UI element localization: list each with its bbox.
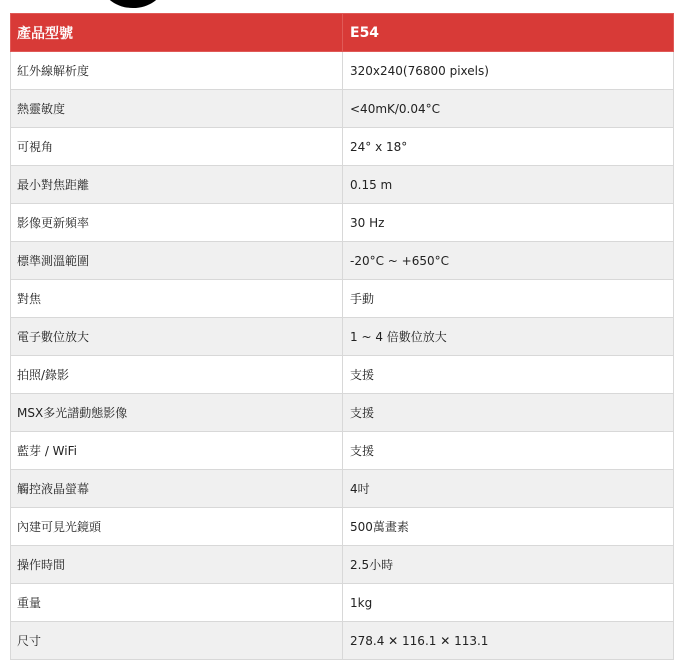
spec-label: MSX多光譜動態影像 xyxy=(11,394,343,432)
cropped-logo-shape xyxy=(103,0,163,8)
table-row xyxy=(11,204,674,242)
table-row xyxy=(11,318,674,356)
spec-value: 500萬畫素 xyxy=(343,508,674,546)
spec-value: 2.5小時 xyxy=(343,546,674,584)
spec-label: 標準測溫範圍 xyxy=(11,242,343,280)
table-row xyxy=(11,394,674,432)
spec-label: 操作時間 xyxy=(11,546,343,584)
table-row xyxy=(11,90,674,128)
spec-value: 278.4 ✕ 116.1 ✕ 113.1 xyxy=(343,622,674,660)
spec-value: 1 ~ 4 倍數位放大 xyxy=(343,318,674,356)
spec-value: 支援 xyxy=(343,432,674,470)
table-row xyxy=(11,242,674,280)
spec-value: 0.15 m xyxy=(343,166,674,204)
table-row xyxy=(11,128,674,166)
spec-value: 4吋 xyxy=(343,470,674,508)
spec-label: 藍芽 / WiFi xyxy=(11,432,343,470)
table-row xyxy=(11,166,674,204)
table-row xyxy=(11,546,674,584)
table-row xyxy=(11,584,674,622)
spec-label: 最小對焦距離 xyxy=(11,166,343,204)
header-label: 產品型號 xyxy=(11,14,343,52)
spec-label: 電子數位放大 xyxy=(11,318,343,356)
spec-label: 可視角 xyxy=(11,128,343,166)
spec-label: 拍照/錄影 xyxy=(11,356,343,394)
spec-value: 支援 xyxy=(343,394,674,432)
spec-value: 支援 xyxy=(343,356,674,394)
spec-label: 對焦 xyxy=(11,280,343,318)
spec-value: -20°C ~ +650°C xyxy=(343,242,674,280)
spec-value: 320x240(76800 pixels) xyxy=(343,52,674,90)
spec-value: 手動 xyxy=(343,280,674,318)
spec-label: 內建可見光鏡頭 xyxy=(11,508,343,546)
header-value: E54 xyxy=(343,14,674,52)
spec-label: 熱靈敏度 xyxy=(11,90,343,128)
spec-value: 24° x 18° xyxy=(343,128,674,166)
spec-header-row xyxy=(11,14,674,52)
spec-label: 影像更新頻率 xyxy=(11,204,343,242)
spec-value: 1kg xyxy=(343,584,674,622)
spec-value: <40mK/0.04°C xyxy=(343,90,674,128)
table-row xyxy=(11,356,674,394)
spec-label: 尺寸 xyxy=(11,622,343,660)
spec-label: 紅外線解析度 xyxy=(11,52,343,90)
table-row xyxy=(11,280,674,318)
table-row xyxy=(11,432,674,470)
spec-value: 30 Hz xyxy=(343,204,674,242)
table-row xyxy=(11,622,674,660)
spec-table xyxy=(10,13,674,660)
spec-label: 觸控液晶螢幕 xyxy=(11,470,343,508)
table-row xyxy=(11,470,674,508)
table-row xyxy=(11,52,674,90)
table-row xyxy=(11,508,674,546)
spec-label: 重量 xyxy=(11,584,343,622)
